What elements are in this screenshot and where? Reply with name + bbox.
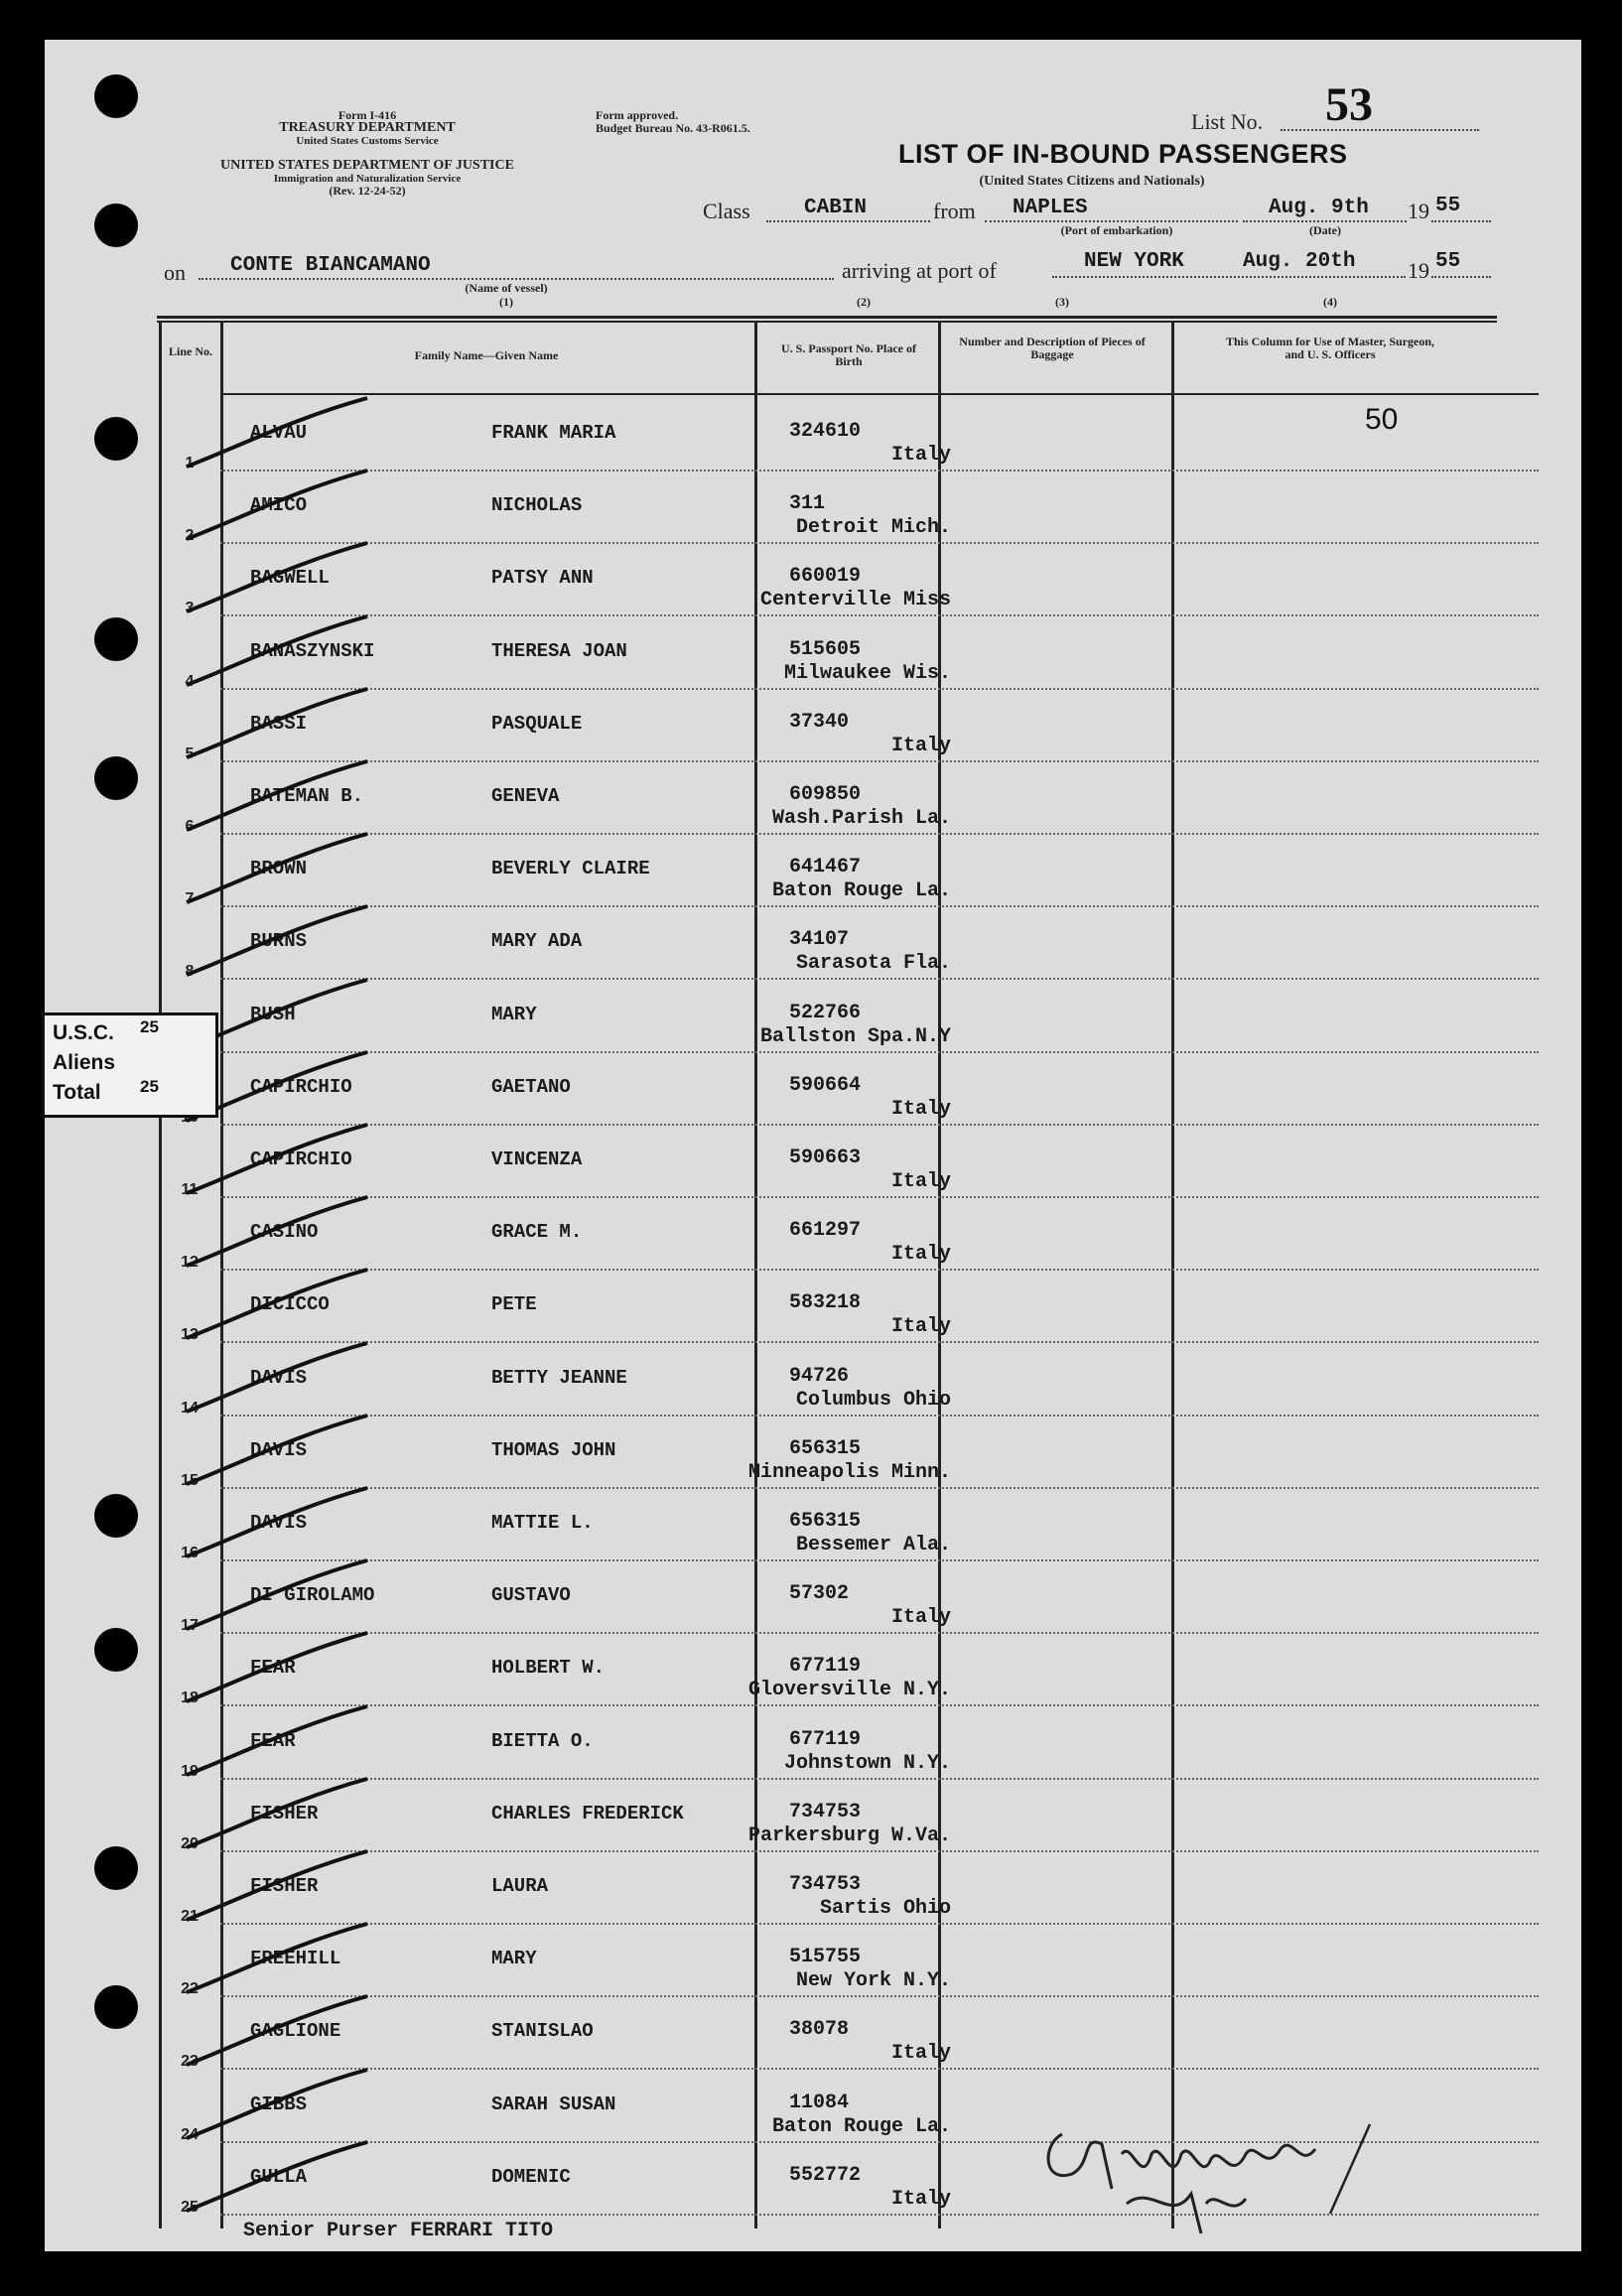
given-name: MARY [491, 1003, 537, 1025]
dept-treasury-sub: United States Customs Service [296, 135, 439, 147]
arriving-label: arriving at port of [842, 258, 997, 283]
row-line-number: 16 [181, 1545, 199, 1561]
arrival-year-underline [1431, 276, 1491, 278]
given-name: NICHOLAS [491, 494, 583, 517]
punch-hole [94, 1985, 138, 2029]
list-no-value: 53 [1325, 78, 1373, 131]
from-underline [985, 220, 1238, 222]
place-of-birth: Italy [890, 734, 951, 757]
col-num-4: (4) [1323, 295, 1337, 309]
row-separator [220, 1487, 1539, 1489]
class-label: Class [703, 199, 750, 223]
row-separator [220, 1269, 1539, 1271]
check-mark-stroke [179, 537, 377, 616]
dept-treasury: TREASURY DEPARTMENT [279, 120, 456, 135]
place-of-birth: Italy [890, 1243, 951, 1267]
given-name: PATSY ANN [491, 567, 594, 590]
col-num-2: (2) [857, 295, 871, 309]
vessel-caption-num: (1) [499, 295, 513, 309]
family-name: FISHER [250, 1875, 319, 1897]
col-header-baggage: Number and Description of Pieces of Baggage [959, 335, 1146, 361]
family-name: CAPIRCHIO [250, 1148, 352, 1170]
vessel-name: CONTE BIANCAMANO [230, 254, 431, 277]
place-of-birth: Columbus Ohio [795, 1388, 951, 1412]
arrival-port: NEW YORK [1084, 250, 1184, 273]
officer-note: 50 [1365, 403, 1399, 436]
col-divider-officers [1171, 323, 1174, 2228]
place-of-birth: Ballston Spa.N.Y [759, 1024, 951, 1048]
year-value: 55 [1435, 195, 1461, 217]
passport-number: 522766 [789, 1001, 862, 1024]
given-name: FRANK MARIA [491, 422, 616, 444]
passport-number: 656315 [789, 1436, 862, 1460]
row-line-number: 7 [185, 890, 195, 908]
place-of-birth: Baton Rouge La. [771, 2114, 951, 2138]
col-header-name: Family Name—Given Name [414, 348, 559, 362]
place-of-birth: Minneapolis Minn. [747, 1460, 951, 1484]
passport-number: 34107 [789, 928, 850, 952]
check-mark-stroke [179, 465, 377, 544]
date-value: Aug. 9th [1269, 197, 1369, 219]
place-of-birth: Italy [890, 2042, 951, 2066]
punch-hole [94, 74, 138, 118]
family-name: GULLA [250, 2165, 308, 2188]
year-underline [1431, 220, 1491, 222]
given-name: MARY ADA [491, 930, 583, 953]
check-mark-stroke [179, 1264, 377, 1343]
given-name: MARY [491, 1948, 537, 1970]
given-name: THERESA JOAN [491, 639, 627, 662]
row-line-number: 15 [181, 1471, 199, 1489]
passport-number: 583218 [789, 1291, 862, 1315]
passport-number: 311 [789, 492, 826, 516]
row-line-number: 19 [181, 1762, 199, 1780]
check-mark-stroke [179, 1191, 377, 1271]
given-name: BIETTA O. [491, 1729, 594, 1752]
row-line-number: 11 [181, 1181, 199, 1198]
row-separator [220, 1196, 1539, 1198]
date-underline [1243, 220, 1407, 222]
place-of-birth: Italy [890, 1170, 951, 1193]
check-mark-stroke [179, 683, 377, 762]
vessel-underline [199, 278, 834, 280]
place-of-birth: Italy [890, 444, 951, 467]
row-line-number: 5 [185, 744, 195, 762]
family-name: BANASZYNSKI [250, 639, 375, 662]
row-line-number: 17 [181, 1617, 199, 1635]
row-line-number: 18 [181, 1689, 199, 1707]
class-underline [766, 220, 930, 222]
passport-number: 609850 [789, 783, 862, 806]
row-separator [220, 1559, 1539, 1561]
place-of-birth: Italy [890, 1606, 951, 1630]
row-separator [220, 1778, 1539, 1780]
place-of-birth: Wash.Parish La. [771, 807, 951, 830]
row-separator [220, 1051, 1539, 1053]
family-name: BASSI [250, 712, 308, 735]
place-of-birth: Baton Rouge La. [771, 879, 951, 903]
row-separator [220, 978, 1539, 980]
given-name: SARAH SUSAN [491, 2093, 616, 2115]
given-name: DOMENIC [491, 2165, 571, 2188]
place-of-birth: New York N.Y. [795, 1969, 951, 1993]
row-separator [220, 2068, 1539, 2070]
family-name: BAGWELL [250, 567, 330, 590]
check-mark-stroke [179, 2064, 377, 2143]
row-line-number: 4 [185, 672, 195, 690]
punch-hole [94, 1628, 138, 1672]
header-bottom-border [220, 393, 1539, 395]
budget-bureau: Budget Bureau No. 43-R061.5. [596, 121, 750, 135]
family-name: FISHER [250, 1802, 319, 1824]
passport-number: 641467 [789, 856, 862, 879]
col-num-3: (3) [1055, 295, 1069, 309]
given-name: THOMAS JOHN [491, 1438, 616, 1461]
row-separator [220, 1850, 1539, 1852]
year-prefix: 19 [1408, 199, 1429, 223]
family-name: BATEMAN B. [250, 785, 364, 807]
passport-number: 515605 [789, 637, 862, 661]
family-name: FEAR [250, 1657, 296, 1680]
list-no-label: List No. [1191, 109, 1264, 134]
row-line-number: 21 [181, 1908, 199, 1925]
row-line-number: 14 [181, 1399, 199, 1417]
family-name: GIBBS [250, 2093, 308, 2115]
given-name: PASQUALE [491, 712, 583, 735]
family-name: CAPIRCHIO [250, 1075, 352, 1098]
family-name: CASINO [250, 1221, 319, 1244]
check-mark-stroke [179, 1700, 377, 1780]
on-label: on [164, 260, 186, 285]
row-line-number: 20 [181, 1834, 199, 1852]
arrival-year-prefix: 19 [1408, 258, 1429, 283]
punch-hole [94, 617, 138, 661]
family-name: FREEHILL [250, 1948, 341, 1970]
place-of-birth: Milwaukee Wis. [783, 661, 951, 685]
dept-justice: UNITED STATES DEPARTMENT OF JUSTICE [220, 158, 514, 173]
inspector-signature [1032, 2094, 1390, 2243]
from-value: NAPLES [1013, 197, 1088, 219]
place-of-birth: Bessemer Ala. [795, 1534, 951, 1556]
row-separator [220, 1923, 1539, 1925]
check-mark-stroke [179, 1119, 377, 1198]
given-name: MATTIE L. [491, 1512, 594, 1534]
place-of-birth: Sartis Ohio [819, 1897, 951, 1920]
tally-usc-label: U.S.C. [53, 1021, 114, 1044]
given-name: BETTY JEANNE [491, 1366, 627, 1389]
place-of-birth: Parkersburg W.Va. [747, 1823, 951, 1847]
tally-usc-value: 25 [140, 1017, 159, 1036]
check-mark-stroke [179, 900, 377, 980]
given-name: VINCENZA [491, 1148, 583, 1170]
passport-number: 661297 [789, 1219, 862, 1243]
embark-caption: (Port of embarkation) [1060, 223, 1173, 237]
row-separator [220, 1341, 1539, 1343]
arrival-date: Aug. 20th [1243, 250, 1356, 273]
row-line-number: 3 [185, 600, 195, 617]
senior-purser: Senior Purser FERRARI TITO [243, 2220, 554, 2242]
passport-number: 11084 [789, 2091, 850, 2114]
check-mark-stroke [179, 1554, 377, 1634]
check-mark-stroke [179, 1627, 377, 1706]
passport-number: 677119 [789, 1655, 862, 1679]
check-mark-stroke [179, 1845, 377, 1925]
check-mark-stroke [179, 1918, 377, 1997]
form-number: Form I-416 [338, 108, 397, 122]
row-separator [220, 1632, 1539, 1634]
date-caption: (Date) [1309, 223, 1341, 237]
punch-hole [94, 756, 138, 800]
col-header-passport: U. S. Passport No. Place of Birth [781, 341, 916, 368]
check-mark-stroke [179, 1410, 377, 1489]
family-name: BUSH [250, 1003, 296, 1025]
check-mark-stroke [179, 1773, 377, 1852]
row-separator [220, 1704, 1539, 1706]
check-mark-stroke [179, 828, 377, 907]
row-line-number: 22 [181, 1980, 199, 1998]
punch-hole [94, 203, 138, 247]
passport-number: 590664 [789, 1073, 862, 1097]
col-header-officers: This Column for Use of Master, Surgeon, and U. S. Officers [1225, 335, 1434, 361]
place-of-birth: Johnstown N.Y. [783, 1751, 951, 1775]
check-mark-stroke [179, 392, 377, 472]
row-line-number: 1 [185, 455, 195, 472]
passport-number: 515755 [789, 1946, 862, 1969]
given-name: CHARLES FREDERICK [491, 1802, 684, 1824]
check-mark-stroke [179, 610, 377, 690]
given-name: HOLBERT W. [491, 1657, 606, 1680]
row-separator [220, 614, 1539, 616]
family-name: AMICO [250, 494, 308, 517]
check-mark-stroke [179, 2136, 377, 2216]
col-divider-line [159, 323, 162, 2228]
dept-justice-sub: Immigration and Naturalization Service [273, 173, 462, 185]
punch-hole [94, 1846, 138, 1890]
tally-total-label: Total [53, 1081, 101, 1104]
form-title: LIST OF IN-BOUND PASSENGERS [898, 139, 1348, 169]
passport-number: 324610 [789, 420, 862, 443]
place-of-birth: Italy [890, 1097, 951, 1121]
form-approved: Form approved. [596, 108, 679, 122]
row-line-number: 8 [185, 963, 195, 981]
family-name: BURNS [250, 930, 308, 953]
place-of-birth: Sarasota Fla. [795, 952, 951, 976]
row-separator [220, 1124, 1539, 1126]
place-of-birth: Detroit Mich. [795, 516, 951, 540]
passport-number: 57302 [789, 1582, 850, 1606]
passport-number: 734753 [789, 1873, 862, 1896]
class-value: CABIN [804, 197, 868, 219]
row-separator [220, 688, 1539, 690]
place-of-birth: Italy [890, 1315, 951, 1339]
table-top-border [157, 316, 1497, 319]
passport-number: 38078 [789, 2018, 850, 2042]
arrival-year: 55 [1435, 250, 1461, 273]
passport-number: 734753 [789, 1800, 862, 1823]
given-name: LAURA [491, 1875, 549, 1897]
family-name: GAGLIONE [250, 2020, 341, 2043]
given-name: GRACE M. [491, 1221, 583, 1244]
family-name: DAVIS [250, 1366, 308, 1389]
passport-number: 660019 [789, 565, 862, 589]
given-name: BEVERLY CLAIRE [491, 858, 650, 880]
row-separator [220, 542, 1539, 544]
passport-number: 94726 [789, 1364, 850, 1388]
given-name: GAETANO [491, 1075, 571, 1098]
check-mark-stroke [179, 1482, 377, 1561]
row-separator [220, 905, 1539, 907]
row-separator [220, 1995, 1539, 1997]
given-name: PETE [491, 1293, 537, 1316]
tally-total-value: 25 [140, 1077, 159, 1096]
given-name: GENEVA [491, 785, 560, 807]
family-name: DAVIS [250, 1438, 308, 1461]
place-of-birth: Centerville Miss [759, 589, 951, 612]
from-label: from [933, 199, 976, 223]
family-name: ALVAU [250, 422, 308, 444]
passport-number: 552772 [789, 2163, 862, 2187]
table-top-border-2 [157, 321, 1497, 323]
family-name: BROWN [250, 858, 308, 880]
passport-number: 656315 [789, 1510, 862, 1533]
family-name: DI GIROLAMO [250, 1584, 375, 1607]
row-line-number: 13 [181, 1326, 199, 1344]
check-mark-stroke [179, 755, 377, 835]
list-no-underline [1281, 129, 1479, 131]
row-line-number: 12 [181, 1254, 199, 1272]
family-name: DICICCO [250, 1293, 330, 1316]
given-name: GUSTAVO [491, 1584, 571, 1607]
row-line-number: 6 [185, 818, 195, 835]
check-mark-stroke [179, 1990, 377, 2070]
vessel-caption: (Name of vessel) [465, 281, 548, 295]
place-of-birth: Gloversville N.Y. [747, 1679, 951, 1702]
punch-hole [94, 417, 138, 461]
row-separator [220, 760, 1539, 762]
row-line-number: 23 [181, 2053, 199, 2071]
row-separator [220, 470, 1539, 472]
tally-aliens-label: Aliens [53, 1051, 116, 1074]
passport-number: 677119 [789, 1727, 862, 1751]
place-of-birth: Italy [890, 2187, 951, 2211]
row-separator [220, 1415, 1539, 1417]
row-line-number: 2 [185, 527, 195, 545]
revision: (Rev. 12-24-52) [329, 184, 406, 198]
check-mark-stroke [179, 1337, 377, 1417]
col-header-line-no: Line No. [168, 344, 212, 358]
given-name: STANISLAO [491, 2020, 594, 2043]
passport-number: 590663 [789, 1147, 862, 1169]
form-subtitle: (United States Citizens and Nationals) [979, 174, 1205, 189]
family-name: FEAR [250, 1729, 296, 1752]
tally-box [42, 1013, 218, 1118]
row-line-number: 25 [181, 2198, 199, 2216]
family-name: DAVIS [250, 1512, 308, 1534]
row-line-number: 24 [181, 2125, 199, 2143]
row-separator [220, 833, 1539, 835]
punch-hole [94, 1494, 138, 1538]
passport-number: 37340 [789, 710, 850, 734]
arrival-underline [1052, 276, 1406, 278]
